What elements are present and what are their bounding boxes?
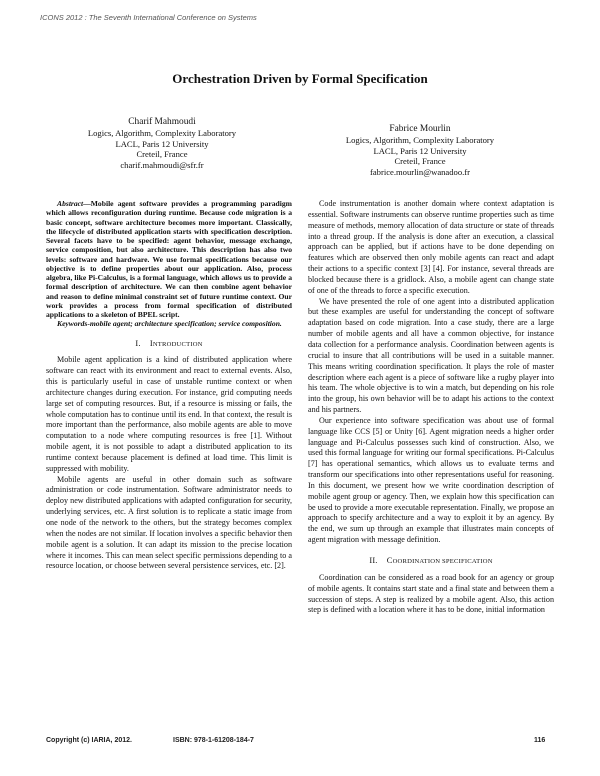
paragraph: We have presented the role of one agent into a distributed application but these examples are useful for understanding the concept of software adaptation based on code migration. Into a case study, there are a large number of mobile agents and all have a common objective, for instance data collection for a performance analysis. Coordination between agents is crucial to insure that all contributions will be used in a suitable manner. This means writing coordination specification. It plays the role of master description where each agent is a piece of software like a rugby player into his team. The whole objective is to win a match, but depending on his role into the group, his own behavior will be to adapt his actions to the context and his partners. — [308, 296, 554, 415]
paragraph: Mobile agents are useful in other domain such as software administration or code instrumentation. Software administrator needs to deploy new distributed applications with adapted configuration for security, underlying services, etc. A first solution is to replicate a static image from one node of the network to the others, but the strategy becomes complex when the nodes are not similar. If location involves a specific behavior then mobile agent is a solution. It can adapt its mission to the precise location where it incomes. This can mean select specific permissions depending to a resource location, or choose between several persistence services, etc. [2]. — [46, 474, 292, 571]
author-email: fabrice.mourlin@wanadoo.fr — [369, 167, 471, 178]
abstract — [46, 199, 292, 319]
author-block-2 — [305, 124, 535, 178]
conference-header: ICONS 2012 : The Seventh International Conference on Systems — [40, 13, 257, 22]
section-number: I. — [135, 338, 141, 348]
author-org: LACL, Paris 12 University — [115, 138, 209, 149]
section-title-initial: C — [386, 556, 393, 565]
author-name: Fabrice Mourlin — [389, 124, 451, 134]
paragraph: Code instrumentation is another domain where context adaptation is essential. Software instruments can observe runtime properties such as time measure of methods, memory allocation of data structure or state of threads into a thread group. If the analysis is done after an execution, a classical approach can be applied, but if actions have to be done depending on features which are observed then only mobile agents can react and adapt their actions to a specific context [3] [4]. For instance, several threads are blocked because there is a gridlock. Also, a mobile agent can change state of one of the threads to force a specific execution. — [308, 199, 554, 295]
footer-isbn: ISBN: 978-1-61208-184-7 — [173, 737, 254, 744]
footer-copyright: Copyright (c) IARIA, 2012. — [46, 737, 132, 744]
author-affiliation: Logics, Algorithm, Complexity Laboratory — [87, 127, 237, 138]
abstract-label: Abstract — [57, 199, 84, 208]
section-title-rest: NTRODUCTION — [152, 340, 203, 348]
paper-title: Orchestration Driven by Formal Specification — [172, 71, 428, 86]
keywords: Keywords-mobile agent; architecture specification; service composition. — [57, 319, 282, 329]
author-name: Charif Mahmoudi — [128, 117, 196, 127]
author-affiliation: Logics, Algorithm, Complexity Laboratory — [345, 134, 495, 145]
author-city: Creteil, France — [136, 149, 188, 160]
author-org: LACL, Paris 12 University — [373, 145, 467, 156]
page-number: 116 — [534, 737, 546, 744]
author-email: charif.mahmoudi@sfr.fr — [120, 160, 204, 171]
paragraph: Mobile agent application is a kind of distributed application where software can react with its environment and react to external events. Also, this is particularly useful in case of unstable runtime context or when architecture changes during execution. For instance, grid computing needs large set of computing resources. But, if a resource is missing or fails, the whole computation has to continue until its end. In that context, the result is more important than the performance, also mobile agents are able to move computation to a node where computing resources is free [1]. Without mobile agent, it is not possible to adapt a distributed application to its runtime context because placement is defined at load time. This limit is suppressed with mobility. — [46, 355, 292, 473]
section-heading-coordination — [308, 556, 554, 568]
section-title-rest: OORDINATION SPECIFICATION — [392, 558, 493, 565]
paragraph: Our experience into software specification was about use of formal language like CCS [5] or Unity [6]. Agent migration needs a higher order language and Pi-Calculus possesses such kind of construction. Also, we used this formal language for writing our formal specifications. Pi-Calculus [7] has operational semantics, which allows us to evaluate terms and transform our specifications into other representations useful for reasoning. In this document, we present how we write coordination description of mobile agent group or agency. Then, we explain how this specification can be used to provide a more executable representation. Finally, we propose an approach to specify architecture and a way to exploit it by an agency. By the end, we sum up through an example that illustrates main concepts of agent migration with message definition. — [308, 415, 554, 545]
right-column — [308, 199, 554, 616]
section-heading-introduction — [46, 339, 292, 351]
author-block-1 — [62, 117, 262, 171]
left-column — [46, 199, 292, 572]
section-title-initial: I — [149, 338, 153, 348]
author-city: Creteil, France — [394, 156, 446, 167]
abstract-text: —Mobile agent software provides a programming paradigm which allows reconfiguration during runtime. Because code migration is a basic concept, software architecture becomes more important. Classically, the lifecycle of distributed application starts with specification description. Several facets have to be specified: agent behavior, message exchange, service composition, but also architecture. This description has also two levels: software and hardware. We use formal specifications because our objective is to define properties about our application. Also, process algebra, like Pi-Calculus, is a formal language, which allows us to provide a formal description of architecture. We can then combine agent behavior and reason to define minimal constraint set of future runtime context. Our work provides a process from formal specification of distributed applications to a skeleton of BPEL script. — [46, 199, 292, 319]
paragraph: Coordination can be considered as a road book for an agency or group of mobile agents. It contains start state and a final state and between them a succession of steps. A step is realized by a mobile agent. Also, this action step is defined with a location where it has to be done, initial information — [308, 572, 554, 615]
section-number: II. — [369, 556, 378, 565]
